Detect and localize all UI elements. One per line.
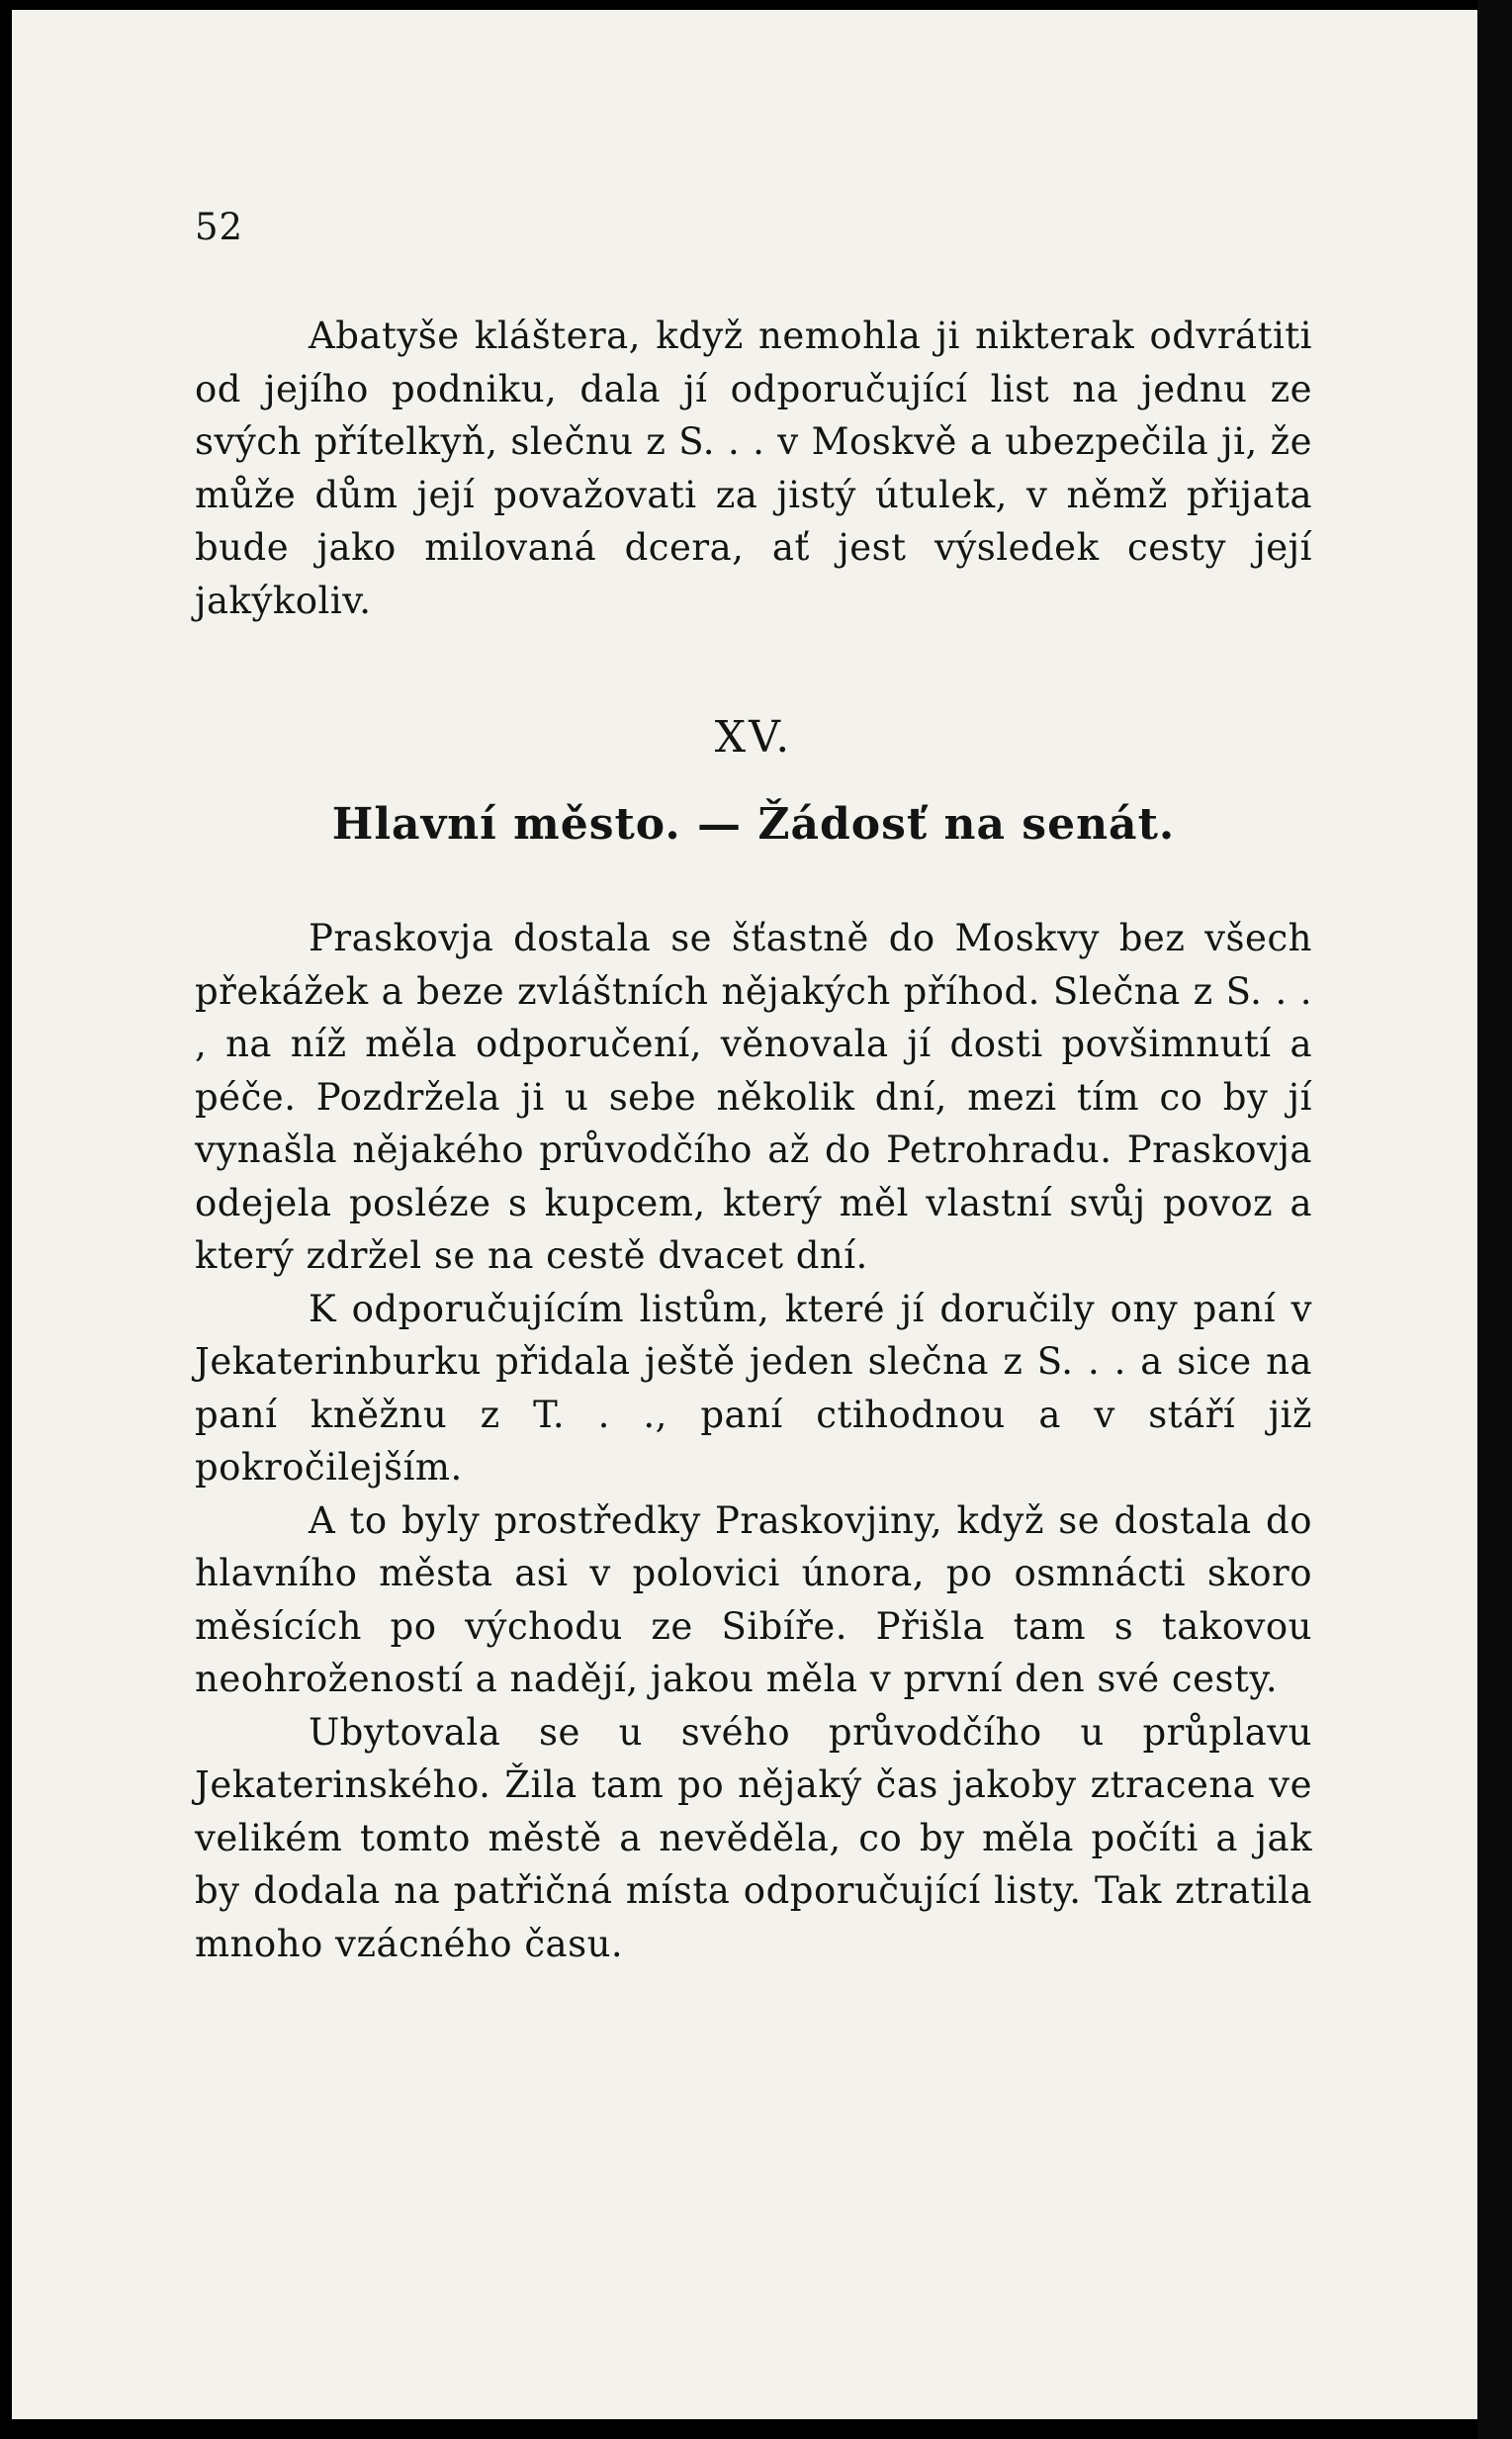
paragraph: Praskovja dostala se šťastně do Moskvy bez všech překážek a beze zvláštních nějakých příhod. Slečna z S. . . , na níž měla odporučení, věnovala jí dosti povšimnutí a péče. Pozdržela ji u sebe několik dní, mezi tím co by jí vynašla nějakého průvodčího až do Petrohradu. Praskovja odejela posléze s kupcem, který měl vlastní svůj povoz a který zdržel se na cestě dvacet dní.	[195, 917, 1312, 1277]
page-number: 52	[195, 206, 244, 248]
scan-edge	[1477, 0, 1512, 2439]
intro-text	[195, 310, 1312, 627]
paragraph: K odporučujícím listům, které jí doručily ony paní v Jekaterinburku přidala ještě jeden slečna z S. . . a sice na paní kněžnu z T. . ., paní ctihodnou a v stáří již pokročilejším.	[195, 1287, 1312, 1489]
book-page	[12, 10, 1477, 2419]
chapter-number: XV.	[714, 712, 793, 763]
intro-paragraph: Abatyše kláštera, když nemohla ji nikterak odvrátiti od jejího podniku, dala jí odporučující list na jednu ze svých přítelkyň, slečnu z S. . . v Moskvě a ubezpečila ji, že může dům její považovati za jistý útulek, v němž přijata bude jako milovaná dcera, ať jest výsledek cesty její jakýkoliv.	[195, 315, 1312, 622]
paragraph: A to byly prostředky Praskovjiny, když se dostala do hlavního města asi v polovici února, po osmnácti skoro měsících po východu ze Sibíře. Přišla tam s takovou neohrožeností a nadějí, jakou měla v první den své cesty.	[195, 1498, 1312, 1700]
paragraph: Ubytovala se u svého průvodčího u průplavu Jekaterinského. Žila tam po nějaký čas jakoby ztracena ve velikém tomto městě a nevěděla, co by měla počíti a jak by dodala na patřičná místa odporučující listy. Tak ztratila mnoho vzácného času.	[195, 1710, 1312, 1965]
chapter-title: Hlavní město. — Žádosť na senát.	[331, 799, 1176, 850]
chapter-body	[195, 912, 1312, 1970]
